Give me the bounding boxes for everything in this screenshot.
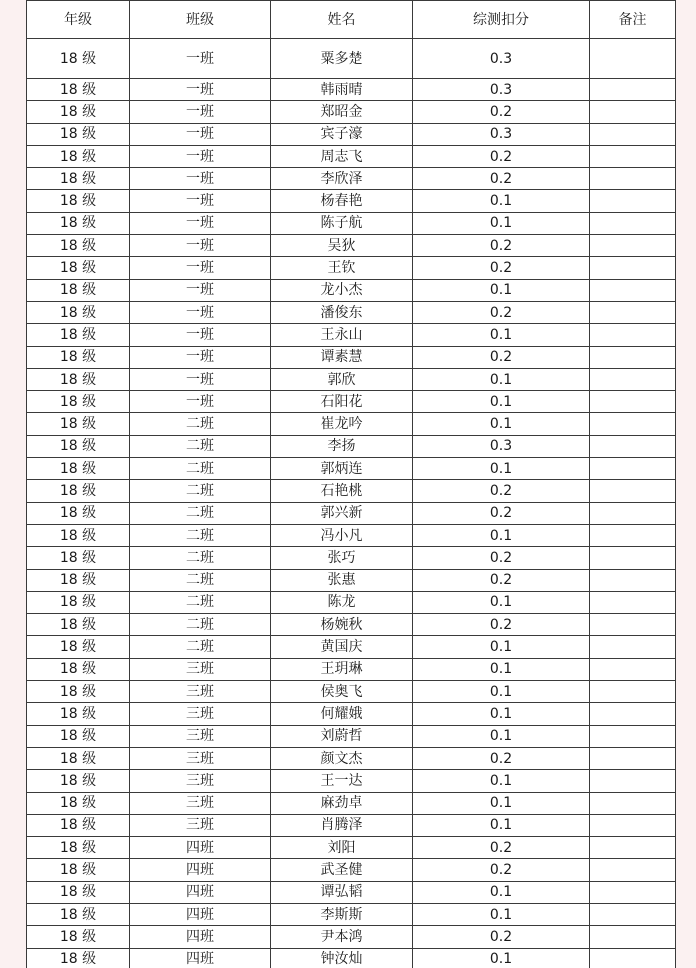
cell-class: 二班 [130,636,271,658]
cell-grade: 18 级 [27,569,130,591]
cell-note [590,636,676,658]
cell-grade: 18 级 [27,480,130,502]
cell-class: 二班 [130,502,271,524]
table-body [27,39,676,968]
cell-class: 一班 [130,145,271,167]
cell-score: 0.1 [413,903,590,925]
cell-class: 一班 [130,101,271,123]
table-row [27,591,676,613]
cell-score: 0.2 [413,502,590,524]
cell-class: 三班 [130,814,271,836]
deduction-table [26,0,676,968]
table-row [27,190,676,212]
cell-score: 0.1 [413,948,590,968]
cell-note [590,123,676,145]
cell-grade: 18 级 [27,145,130,167]
table-row [27,859,676,881]
cell-name: 何耀娥 [271,703,413,725]
table-row [27,301,676,323]
cell-note [590,837,676,859]
cell-grade: 18 级 [27,324,130,346]
cell-note [590,190,676,212]
table-row [27,145,676,167]
cell-note [590,168,676,190]
cell-name: 麻劲卓 [271,792,413,814]
cell-note [590,413,676,435]
cell-class: 四班 [130,881,271,903]
cell-name: 王钦 [271,257,413,279]
cell-name: 陈子航 [271,212,413,234]
cell-grade: 18 级 [27,837,130,859]
table-row [27,435,676,457]
table-row [27,703,676,725]
cell-grade: 18 级 [27,301,130,323]
cell-class: 一班 [130,212,271,234]
cell-name: 粟多楚 [271,39,413,79]
cell-name: 杨婉秋 [271,614,413,636]
cell-grade: 18 级 [27,279,130,301]
cell-name: 尹本鸿 [271,926,413,948]
cell-note [590,257,676,279]
table-row [27,926,676,948]
cell-name: 郭炳连 [271,458,413,480]
cell-note [590,480,676,502]
cell-note [590,926,676,948]
table-row [27,212,676,234]
table-row [27,368,676,390]
cell-grade: 18 级 [27,235,130,257]
cell-score: 0.1 [413,324,590,346]
table-row [27,123,676,145]
cell-score: 0.3 [413,79,590,101]
table-row [27,480,676,502]
cell-note [590,814,676,836]
cell-grade: 18 级 [27,636,130,658]
cell-name: 张惠 [271,569,413,591]
table-row [27,79,676,101]
cell-score: 0.1 [413,792,590,814]
cell-note [590,79,676,101]
cell-grade: 18 级 [27,413,130,435]
table-row [27,747,676,769]
table-row [27,658,676,680]
cell-class: 一班 [130,368,271,390]
table-row [27,547,676,569]
cell-name: 郭欣 [271,368,413,390]
cell-grade: 18 级 [27,79,130,101]
cell-grade: 18 级 [27,524,130,546]
cell-class: 一班 [130,301,271,323]
cell-name: 颜文杰 [271,747,413,769]
cell-grade: 18 级 [27,257,130,279]
cell-name: 王一达 [271,770,413,792]
cell-grade: 18 级 [27,168,130,190]
header-class: 班级 [130,1,271,39]
cell-note [590,725,676,747]
cell-grade: 18 级 [27,658,130,680]
cell-name: 谭弘韬 [271,881,413,903]
cell-name: 李斯斯 [271,903,413,925]
cell-name: 潘俊东 [271,301,413,323]
table-row [27,814,676,836]
cell-class: 二班 [130,435,271,457]
cell-name: 石艳桃 [271,480,413,502]
cell-class: 二班 [130,480,271,502]
cell-name: 李扬 [271,435,413,457]
cell-grade: 18 级 [27,190,130,212]
cell-score: 0.2 [413,614,590,636]
table-row [27,569,676,591]
cell-grade: 18 级 [27,614,130,636]
header-grade: 年级 [27,1,130,39]
cell-name: 陈龙 [271,591,413,613]
cell-name: 李欣泽 [271,168,413,190]
table-row [27,502,676,524]
cell-note [590,101,676,123]
cell-score: 0.2 [413,837,590,859]
cell-grade: 18 级 [27,681,130,703]
cell-note [590,435,676,457]
cell-score: 0.1 [413,770,590,792]
cell-class: 三班 [130,792,271,814]
cell-class: 四班 [130,903,271,925]
cell-note [590,770,676,792]
cell-grade: 18 级 [27,346,130,368]
cell-note [590,681,676,703]
cell-class: 四班 [130,948,271,968]
cell-note [590,391,676,413]
cell-grade: 18 级 [27,881,130,903]
cell-class: 一班 [130,168,271,190]
table-row [27,39,676,79]
cell-grade: 18 级 [27,926,130,948]
cell-score: 0.1 [413,636,590,658]
cell-score: 0.2 [413,101,590,123]
cell-grade: 18 级 [27,39,130,79]
header-note: 备注 [590,1,676,39]
cell-score: 0.2 [413,235,590,257]
cell-note [590,792,676,814]
cell-note [590,301,676,323]
table-row [27,458,676,480]
cell-score: 0.2 [413,480,590,502]
cell-name: 郑昭金 [271,101,413,123]
cell-name: 武圣健 [271,859,413,881]
cell-class: 二班 [130,614,271,636]
table-row [27,636,676,658]
cell-name: 崔龙吟 [271,413,413,435]
cell-name: 石阳花 [271,391,413,413]
cell-score: 0.1 [413,413,590,435]
table-row [27,792,676,814]
cell-note [590,703,676,725]
cell-note [590,235,676,257]
table-row [27,837,676,859]
table-row [27,413,676,435]
cell-class: 一班 [130,279,271,301]
cell-grade: 18 级 [27,703,130,725]
cell-name: 王永山 [271,324,413,346]
table-row [27,346,676,368]
table-row [27,725,676,747]
cell-score: 0.2 [413,547,590,569]
cell-grade: 18 级 [27,903,130,925]
table-row [27,948,676,968]
cell-note [590,279,676,301]
cell-note [590,524,676,546]
cell-score: 0.1 [413,681,590,703]
header-row [27,1,676,39]
cell-class: 一班 [130,79,271,101]
cell-grade: 18 级 [27,101,130,123]
cell-name: 王玥琳 [271,658,413,680]
cell-class: 一班 [130,235,271,257]
table-row [27,235,676,257]
cell-grade: 18 级 [27,948,130,968]
cell-class: 二班 [130,547,271,569]
cell-class: 三班 [130,770,271,792]
cell-grade: 18 级 [27,725,130,747]
cell-grade: 18 级 [27,591,130,613]
cell-note [590,859,676,881]
cell-grade: 18 级 [27,747,130,769]
cell-score: 0.1 [413,212,590,234]
cell-note [590,145,676,167]
cell-grade: 18 级 [27,458,130,480]
cell-class: 三班 [130,681,271,703]
cell-grade: 18 级 [27,391,130,413]
header-name: 姓名 [271,1,413,39]
cell-score: 0.3 [413,123,590,145]
cell-class: 一班 [130,257,271,279]
cell-score: 0.2 [413,926,590,948]
table-row [27,524,676,546]
table-row [27,279,676,301]
cell-class: 一班 [130,391,271,413]
cell-score: 0.2 [413,569,590,591]
cell-score: 0.1 [413,703,590,725]
cell-class: 二班 [130,524,271,546]
cell-note [590,39,676,79]
cell-grade: 18 级 [27,547,130,569]
cell-score: 0.1 [413,725,590,747]
cell-note [590,948,676,968]
cell-score: 0.1 [413,591,590,613]
cell-score: 0.3 [413,39,590,79]
table-row [27,681,676,703]
cell-name: 冯小凡 [271,524,413,546]
table-row [27,881,676,903]
cell-score: 0.3 [413,435,590,457]
cell-note [590,212,676,234]
cell-name: 郭兴新 [271,502,413,524]
cell-class: 三班 [130,658,271,680]
cell-score: 0.1 [413,458,590,480]
cell-note [590,658,676,680]
cell-class: 二班 [130,569,271,591]
cell-grade: 18 级 [27,435,130,457]
cell-name: 周志飞 [271,145,413,167]
cell-class: 三班 [130,725,271,747]
cell-note [590,368,676,390]
cell-name: 侯奥飞 [271,681,413,703]
cell-note [590,324,676,346]
cell-grade: 18 级 [27,814,130,836]
deduction-sheet [26,0,676,968]
cell-name: 肖腾泽 [271,814,413,836]
cell-score: 0.1 [413,391,590,413]
cell-class: 一班 [130,190,271,212]
table-row [27,391,676,413]
cell-name: 张巧 [271,547,413,569]
table-row [27,168,676,190]
cell-class: 四班 [130,859,271,881]
cell-name: 刘阳 [271,837,413,859]
cell-score: 0.1 [413,279,590,301]
cell-name: 刘蔚哲 [271,725,413,747]
table-row [27,257,676,279]
cell-name: 黄国庆 [271,636,413,658]
cell-grade: 18 级 [27,770,130,792]
cell-score: 0.2 [413,301,590,323]
table-row [27,903,676,925]
cell-score: 0.1 [413,658,590,680]
cell-class: 三班 [130,747,271,769]
cell-score: 0.1 [413,190,590,212]
cell-score: 0.1 [413,524,590,546]
table-row [27,324,676,346]
cell-note [590,591,676,613]
cell-score: 0.2 [413,859,590,881]
cell-note [590,747,676,769]
cell-name: 韩雨晴 [271,79,413,101]
cell-score: 0.2 [413,168,590,190]
cell-name: 杨春艳 [271,190,413,212]
cell-note [590,881,676,903]
cell-note [590,614,676,636]
cell-class: 四班 [130,926,271,948]
cell-note [590,547,676,569]
cell-name: 钟汝灿 [271,948,413,968]
cell-grade: 18 级 [27,212,130,234]
cell-note [590,346,676,368]
cell-grade: 18 级 [27,368,130,390]
table-row [27,614,676,636]
cell-class: 一班 [130,39,271,79]
table-row [27,101,676,123]
cell-grade: 18 级 [27,502,130,524]
cell-note [590,502,676,524]
cell-class: 四班 [130,837,271,859]
cell-score: 0.2 [413,257,590,279]
cell-score: 0.2 [413,346,590,368]
cell-class: 一班 [130,324,271,346]
cell-grade: 18 级 [27,123,130,145]
cell-class: 二班 [130,458,271,480]
cell-class: 三班 [130,703,271,725]
cell-class: 二班 [130,591,271,613]
cell-score: 0.1 [413,881,590,903]
cell-name: 谭素慧 [271,346,413,368]
cell-note [590,458,676,480]
cell-score: 0.2 [413,747,590,769]
cell-grade: 18 级 [27,792,130,814]
cell-name: 宾子濠 [271,123,413,145]
table-row [27,770,676,792]
cell-note [590,903,676,925]
cell-name: 吴狄 [271,235,413,257]
cell-grade: 18 级 [27,859,130,881]
cell-score: 0.2 [413,145,590,167]
cell-class: 一班 [130,346,271,368]
header-score: 综测扣分 [413,1,590,39]
cell-note [590,569,676,591]
cell-score: 0.1 [413,368,590,390]
cell-class: 一班 [130,123,271,145]
cell-name: 龙小杰 [271,279,413,301]
cell-class: 二班 [130,413,271,435]
cell-score: 0.1 [413,814,590,836]
